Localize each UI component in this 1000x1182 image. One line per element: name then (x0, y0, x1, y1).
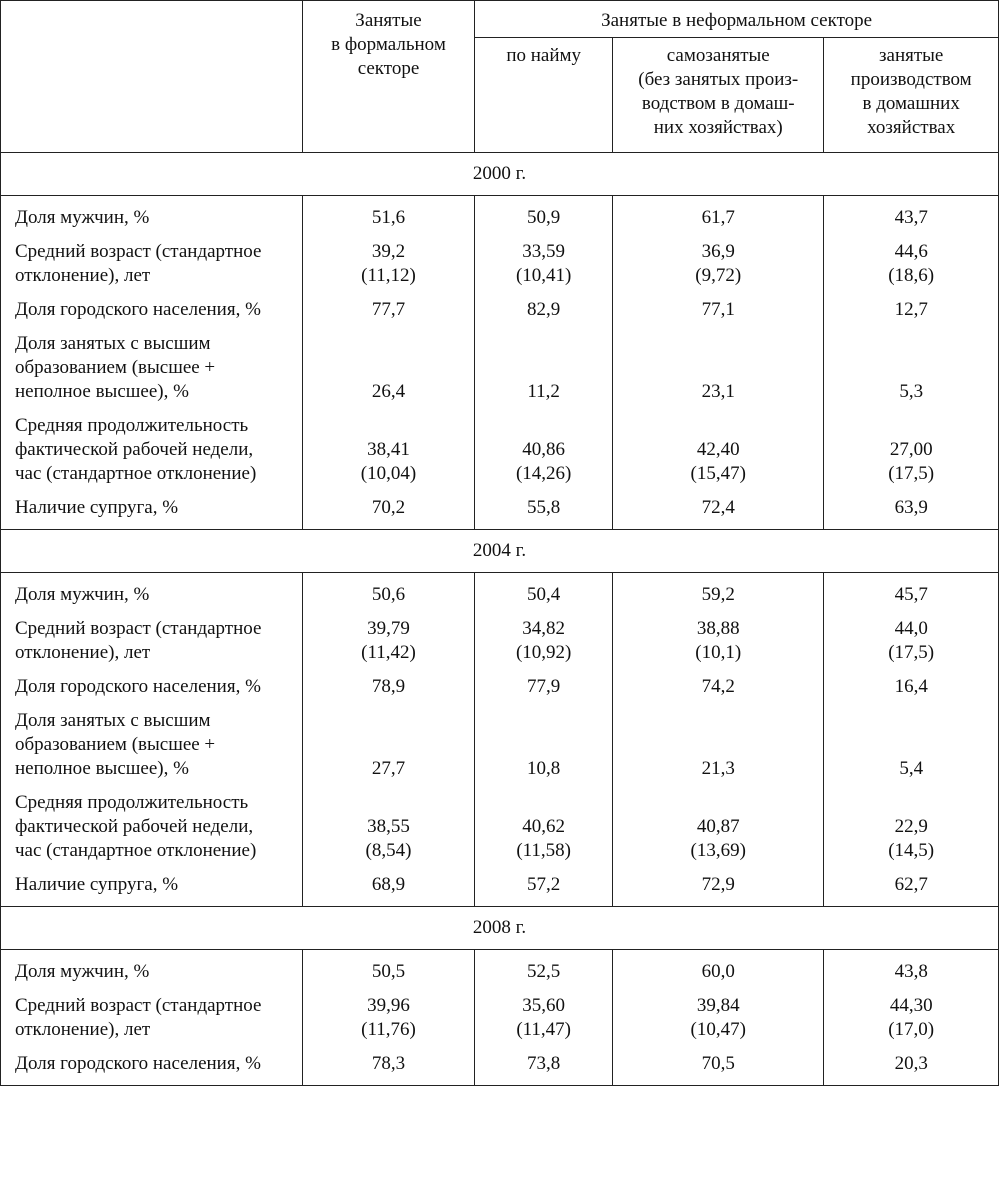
row-label (1, 786, 303, 868)
text-line: 82,9 (527, 299, 561, 320)
text-line: 55,8 (527, 497, 561, 518)
text-line: 50,6 (371, 584, 406, 605)
text-line: производством (850, 69, 972, 90)
value-cell-self-employed (613, 868, 824, 907)
text-line: 51,6 (371, 207, 406, 228)
value-cell-formal (302, 491, 474, 530)
text-line: 39,84 (696, 995, 740, 1016)
text-line: Наличие супруга, % (15, 497, 179, 518)
value-cell-household-production (824, 950, 999, 990)
text-line: (11,42) (361, 642, 416, 663)
value-cell-household-production (824, 868, 999, 907)
text-line: Доля мужчин, % (15, 961, 150, 982)
table-row (1, 950, 999, 990)
value-cell-hired (475, 786, 613, 868)
text-line: Средняя продолжительность (15, 415, 249, 436)
text-line: отклонение), лет (15, 1019, 151, 1040)
text-line: 39,96 (367, 995, 410, 1016)
value-cell-household-production (824, 573, 999, 613)
text-line: час (стандартное отклонение) (15, 463, 257, 484)
text-line: (14,26) (515, 463, 572, 484)
text-line: 57,2 (527, 874, 561, 895)
text-line: 70,5 (701, 1053, 735, 1074)
text-line: 43,8 (894, 961, 928, 982)
text-line: (10,47) (690, 1019, 746, 1040)
value-cell-formal (302, 989, 474, 1047)
text-line: (10,41) (515, 265, 572, 286)
text-line: (без занятых произ- (638, 69, 799, 90)
header-household-production (824, 38, 999, 153)
table-row (1, 293, 999, 327)
value-cell-household-production (824, 293, 999, 327)
value-cell-hired (475, 196, 613, 236)
text-line: (14,5) (888, 840, 935, 861)
text-line: 34,82 (522, 618, 566, 639)
text-line: 72,4 (701, 497, 735, 518)
table-row (1, 196, 999, 236)
row-label (1, 293, 303, 327)
value-cell-hired (475, 950, 613, 990)
text-line: (15,47) (690, 463, 746, 484)
text-line: (13,69) (690, 840, 746, 861)
value-cell-household-production (824, 670, 999, 704)
text-line: (17,5) (888, 642, 935, 663)
text-line: 40,62 (522, 816, 566, 837)
value-cell-household-production (824, 491, 999, 530)
text-line: 77,9 (527, 676, 561, 697)
row-label (1, 950, 303, 990)
table-row (1, 235, 999, 293)
header-formal-sector (302, 1, 474, 153)
text-line: 39,79 (367, 618, 410, 639)
text-line: (11,47) (516, 1019, 572, 1040)
text-line: образованием (высшее + (15, 734, 216, 755)
text-line: 33,59 (522, 241, 566, 262)
text-line: 22,9 (894, 816, 928, 837)
text-line: занятые (879, 45, 944, 66)
table-header (1, 1, 999, 153)
text-line: 78,9 (371, 676, 406, 697)
value-cell-self-employed (613, 704, 824, 786)
text-line: Доля городского населения, % (15, 299, 261, 320)
text-line: 20,3 (894, 1053, 928, 1074)
value-cell-formal (302, 327, 474, 409)
text-line: 60,0 (701, 961, 735, 982)
row-label (1, 670, 303, 704)
text-line: 77,7 (371, 299, 406, 320)
value-cell-hired (475, 704, 613, 786)
text-line: час (стандартное отклонение) (15, 840, 257, 861)
text-line: неполное высшее), % (15, 381, 189, 402)
text-line: 63,9 (894, 497, 928, 518)
value-cell-formal (302, 670, 474, 704)
table-row (1, 704, 999, 786)
text-line: 27,00 (889, 439, 933, 460)
value-cell-household-production (824, 409, 999, 491)
header-informal-sector-group: Занятые в неформальном секторе (475, 1, 999, 38)
year-row (1, 153, 999, 196)
text-line: 38,41 (367, 439, 410, 460)
value-cell-formal (302, 612, 474, 670)
text-line: неполное высшее), % (15, 758, 189, 779)
text-line: 50,4 (527, 584, 561, 605)
text-line: 44,30 (889, 995, 933, 1016)
value-cell-formal (302, 573, 474, 613)
table-row (1, 612, 999, 670)
table-row (1, 573, 999, 613)
value-cell-formal (302, 868, 474, 907)
text-line: (8,54) (365, 840, 412, 861)
year-row (1, 907, 999, 950)
text-line: (10,04) (360, 463, 417, 484)
table-row (1, 491, 999, 530)
text-line: 21,3 (701, 758, 735, 779)
value-cell-hired (475, 1047, 613, 1086)
text-line: 39,2 (371, 241, 406, 262)
text-line: в домашних (862, 93, 960, 114)
text-line: 52,5 (527, 961, 561, 982)
row-label (1, 196, 303, 236)
text-line: 74,2 (701, 676, 735, 697)
text-line: 72,9 (701, 874, 735, 895)
text-line: 23,1 (701, 381, 735, 402)
text-line: 61,7 (701, 207, 735, 228)
value-cell-self-employed (613, 670, 824, 704)
text-line: Доля мужчин, % (15, 207, 150, 228)
value-cell-hired (475, 235, 613, 293)
row-label (1, 327, 303, 409)
text-line: 26,4 (371, 381, 406, 402)
text-line: хозяйствах (867, 117, 956, 138)
text-line: Доля городского населения, % (15, 676, 261, 697)
year-row (1, 530, 999, 573)
value-cell-hired (475, 491, 613, 530)
value-cell-self-employed (613, 491, 824, 530)
year-label: 2008 г. (1, 907, 999, 950)
row-label (1, 989, 303, 1047)
text-line: 38,88 (696, 618, 740, 639)
value-cell-household-production (824, 1047, 999, 1086)
text-line: 70,2 (371, 497, 406, 518)
value-cell-formal (302, 704, 474, 786)
text-line: (10,1) (695, 642, 742, 663)
value-cell-self-employed (613, 786, 824, 868)
row-label (1, 704, 303, 786)
text-line: них хозяйствах) (653, 117, 783, 138)
text-line: (17,5) (888, 463, 935, 484)
text-line: (10,92) (515, 642, 572, 663)
value-cell-hired (475, 293, 613, 327)
text-line: 77,1 (701, 299, 735, 320)
table-row (1, 1047, 999, 1086)
text-line: 16,4 (894, 676, 928, 697)
text-line: водством в домаш- (641, 93, 795, 114)
text-line: Занятые (355, 10, 422, 31)
value-cell-self-employed (613, 196, 824, 236)
text-line: 50,9 (527, 207, 561, 228)
text-line: Доля мужчин, % (15, 584, 150, 605)
text-line: 11,2 (527, 381, 560, 402)
text-line: фактической рабочей недели, (15, 816, 254, 837)
text-line: 59,2 (701, 584, 735, 605)
text-line: отклонение), лет (15, 642, 151, 663)
value-cell-hired (475, 327, 613, 409)
value-cell-household-production (824, 327, 999, 409)
text-line: 44,6 (894, 241, 928, 262)
value-cell-formal (302, 235, 474, 293)
value-cell-self-employed (613, 235, 824, 293)
table-row (1, 409, 999, 491)
value-cell-self-employed (613, 1047, 824, 1086)
value-cell-household-production (824, 235, 999, 293)
text-line: 40,87 (696, 816, 740, 837)
row-label (1, 612, 303, 670)
text-line: (11,76) (361, 1019, 416, 1040)
value-cell-self-employed (613, 612, 824, 670)
text-line: секторе (357, 58, 420, 79)
text-line: отклонение), лет (15, 265, 151, 286)
text-line: (11,12) (361, 265, 416, 286)
value-cell-hired (475, 868, 613, 907)
text-line: Средний возраст (стандартное (15, 618, 262, 639)
value-cell-self-employed (613, 293, 824, 327)
text-line: самозанятые (666, 45, 770, 66)
row-label (1, 235, 303, 293)
row-label (1, 868, 303, 907)
text-line: (9,72) (695, 265, 742, 286)
text-line: 35,60 (522, 995, 566, 1016)
text-line: 45,7 (894, 584, 928, 605)
text-line: 36,9 (701, 241, 735, 262)
value-cell-self-employed (613, 989, 824, 1047)
table-row (1, 327, 999, 409)
text-line: 38,55 (367, 816, 410, 837)
text-line: (11,58) (516, 840, 572, 861)
text-line: 78,3 (371, 1053, 406, 1074)
year-label: 2000 г. (1, 153, 999, 196)
value-cell-formal (302, 293, 474, 327)
value-cell-hired (475, 670, 613, 704)
value-cell-formal (302, 786, 474, 868)
text-line: Доля городского населения, % (15, 1053, 261, 1074)
row-label (1, 1047, 303, 1086)
value-cell-self-employed (613, 327, 824, 409)
year-label: 2004 г. (1, 530, 999, 573)
text-line: 43,7 (894, 207, 928, 228)
value-cell-hired (475, 409, 613, 491)
text-line: 68,9 (371, 874, 406, 895)
text-line: (17,0) (888, 1019, 935, 1040)
text-line: 44,0 (894, 618, 928, 639)
text-line: образованием (высшее + (15, 357, 216, 378)
text-line: по найму (506, 45, 582, 66)
value-cell-hired (475, 612, 613, 670)
value-cell-self-employed (613, 950, 824, 990)
text-line: Наличие супруга, % (15, 874, 179, 895)
table-row (1, 868, 999, 907)
text-line: Доля занятых с высшим (15, 710, 211, 731)
header-hired (475, 38, 613, 153)
text-line: 50,5 (371, 961, 406, 982)
text-line: Средний возраст (стандартное (15, 241, 262, 262)
row-label (1, 409, 303, 491)
row-label (1, 573, 303, 613)
value-cell-formal (302, 409, 474, 491)
text-line: 40,86 (522, 439, 566, 460)
table-row (1, 670, 999, 704)
text-line: 5,4 (899, 758, 924, 779)
text-line: фактической рабочей недели, (15, 439, 254, 460)
text-line: Средний возраст (стандартное (15, 995, 262, 1016)
text-line: (18,6) (888, 265, 935, 286)
value-cell-household-production (824, 704, 999, 786)
text-line: 73,8 (527, 1053, 561, 1074)
header-empty-cell (1, 1, 303, 153)
value-cell-self-employed (613, 573, 824, 613)
text-line: 12,7 (894, 299, 928, 320)
value-cell-hired (475, 989, 613, 1047)
text-line: Доля занятых с высшим (15, 333, 211, 354)
row-label (1, 491, 303, 530)
text-line: 27,7 (371, 758, 406, 779)
text-line: 42,40 (696, 439, 740, 460)
table-row (1, 786, 999, 868)
value-cell-self-employed (613, 409, 824, 491)
text-line: 10,8 (527, 758, 561, 779)
value-cell-hired (475, 573, 613, 613)
value-cell-household-production (824, 196, 999, 236)
header-self-employed (613, 38, 824, 153)
value-cell-household-production (824, 612, 999, 670)
value-cell-formal (302, 1047, 474, 1086)
value-cell-household-production (824, 786, 999, 868)
value-cell-formal (302, 196, 474, 236)
value-cell-household-production (824, 989, 999, 1047)
text-line: в формальном (331, 34, 446, 55)
table-row (1, 989, 999, 1047)
table-body (1, 153, 999, 1086)
text-line: 62,7 (894, 874, 928, 895)
text-line: Средняя продолжительность (15, 792, 249, 813)
value-cell-formal (302, 950, 474, 990)
text-line: 5,3 (899, 381, 924, 402)
